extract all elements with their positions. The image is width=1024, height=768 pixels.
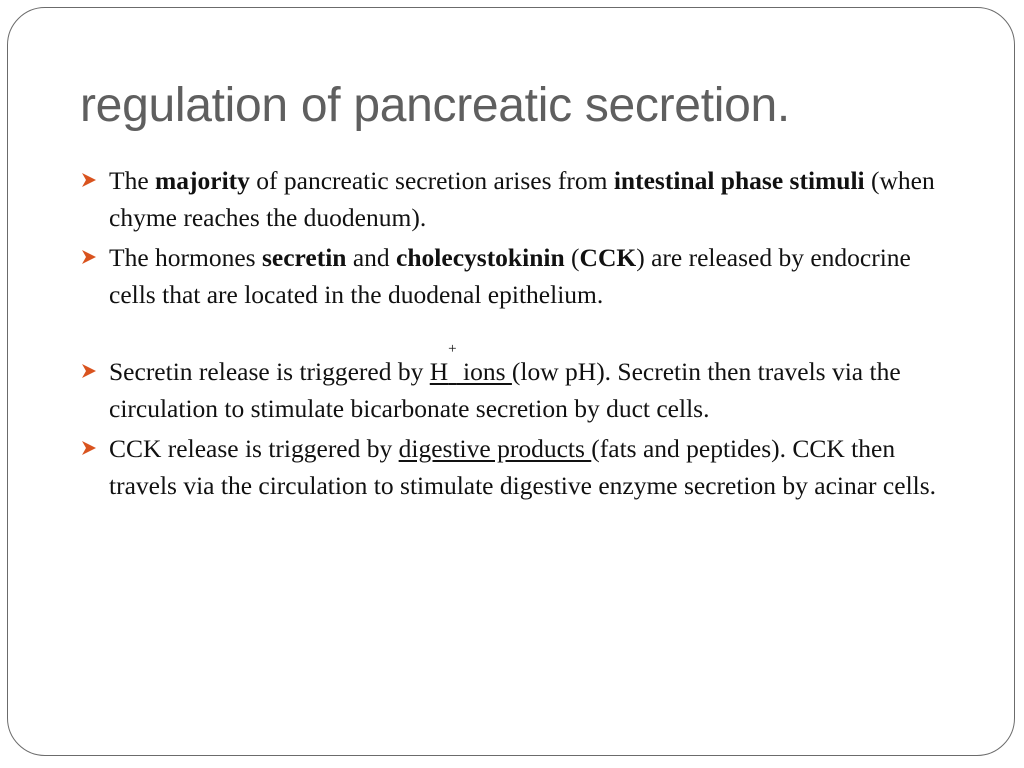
bullet-text: of pancreatic secretion arises from <box>249 166 614 195</box>
bullet-item <box>78 430 938 504</box>
bold-term: intestinal phase stimuli <box>613 166 865 195</box>
bullet-item <box>78 162 938 236</box>
bold-term: majority <box>155 166 250 195</box>
bullet-text: (when chyme reaches the duodenum). <box>109 166 935 232</box>
bullet-text: ) are released by endocrine cells that are located in the duodenal epithelium. <box>109 243 911 309</box>
bullet-text: (fats and peptides). CCK then travels via the circulation to stimulate digestive enzyme secretion by acinar cells. <box>109 434 937 500</box>
bullet-text: CCK release is triggered by <box>109 434 399 463</box>
bullet-text: The hormones <box>109 243 262 272</box>
arrow-bullet-icon <box>81 440 97 456</box>
bullet-text: (low pH). Secretin then travels via the circulation to stimulate bicarbonate secretion by duct cells. <box>109 357 901 423</box>
arrow-bullet-icon <box>81 172 97 188</box>
arrow-bullet-icon <box>81 363 97 379</box>
underlined-term: H+ ions <box>429 341 512 386</box>
bullet-item <box>78 239 938 313</box>
arrow-bullet-icon <box>81 249 97 265</box>
bold-term: secretin <box>261 243 347 272</box>
slide-body <box>78 162 938 504</box>
underlined-term: digestive products <box>398 434 592 463</box>
bullet-text: and <box>346 243 397 272</box>
bullet-text: Secretin release is triggered by <box>109 357 430 386</box>
bold-term: CCK <box>579 243 637 272</box>
bold-term: cholecystokinin <box>396 243 565 272</box>
bullet-item <box>78 341 938 427</box>
bullet-text: ( <box>564 243 580 272</box>
bullet-text: The <box>109 166 156 195</box>
slide-title: regulation of pancreatic secretion. <box>80 79 790 132</box>
